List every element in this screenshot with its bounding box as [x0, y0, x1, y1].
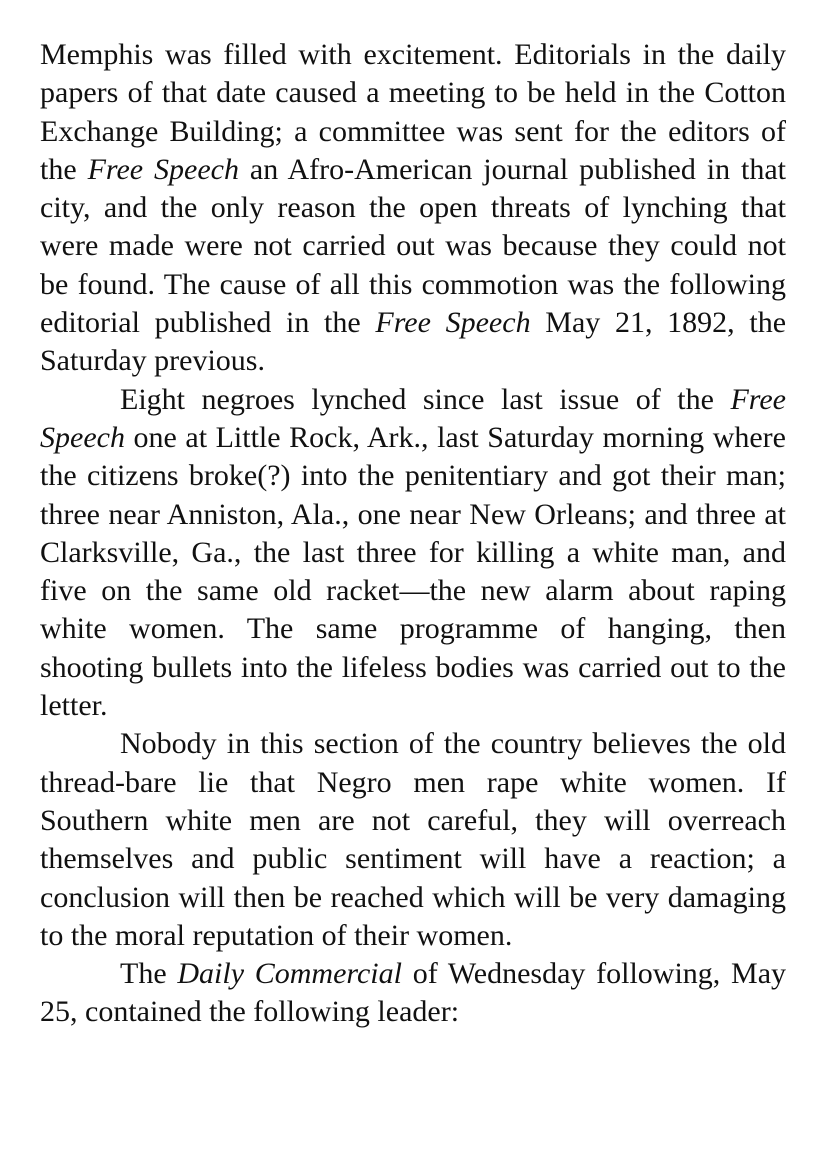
paragraph-daily-commercial [40, 955, 786, 1032]
text-run: Memphis was filled with excitement. Editorials in the daily papers of that date caused a meeting to be held in the Cotton Exchange Building; a committee was sent for the editors of the [40, 38, 786, 186]
text-run: May 21, 1892, the Saturday previous. [40, 306, 787, 378]
text-run: of Wednesday following, May 25, contained the following leader: [40, 957, 787, 1029]
italic-title-free-speech: Free Speech [87, 152, 239, 186]
paragraph-nobody-believes [40, 725, 786, 955]
text-run: one at Little Rock, Ark., last Saturday morning where the citizens broke(?) into the penitentiary and got their man; three near Anniston, Ala., one near New Orleans; and three at Clarksville, Ga., the last three for killing a white man, and five on the same old racket—the new alarm about raping white women. The same programme of hanging, then shooting bullets into the lifeless bodies was carried out to the letter. [40, 420, 786, 723]
italic-title-free-speech: Free Speech [375, 306, 531, 340]
document-page [40, 36, 786, 1032]
text-run: an Afro-American journal published in that city, and the only reason the open threats of lynching that were made were not carried out was because they could not be found. The cause of all this commotion was the following editorial published in the [40, 152, 786, 340]
paragraph-editorial-quote [40, 381, 786, 726]
paragraph-memphis-excitement [40, 36, 786, 381]
italic-title-free-speech: Free Speech [40, 382, 786, 454]
italic-title-daily-commercial: Daily Commercial [177, 957, 402, 991]
text-run: Nobody in this section of the country believes the old thread-bare lie that Negro men rape white women. If Southern white men are not careful, they will overreach themselves and public sentiment will have a reaction; a conclusion will then be reached which will be very damaging to the moral reputation of their women. [40, 727, 786, 952]
text-run: The [120, 957, 178, 991]
text-run: Eight negroes lynched since last issue of the [120, 382, 731, 416]
